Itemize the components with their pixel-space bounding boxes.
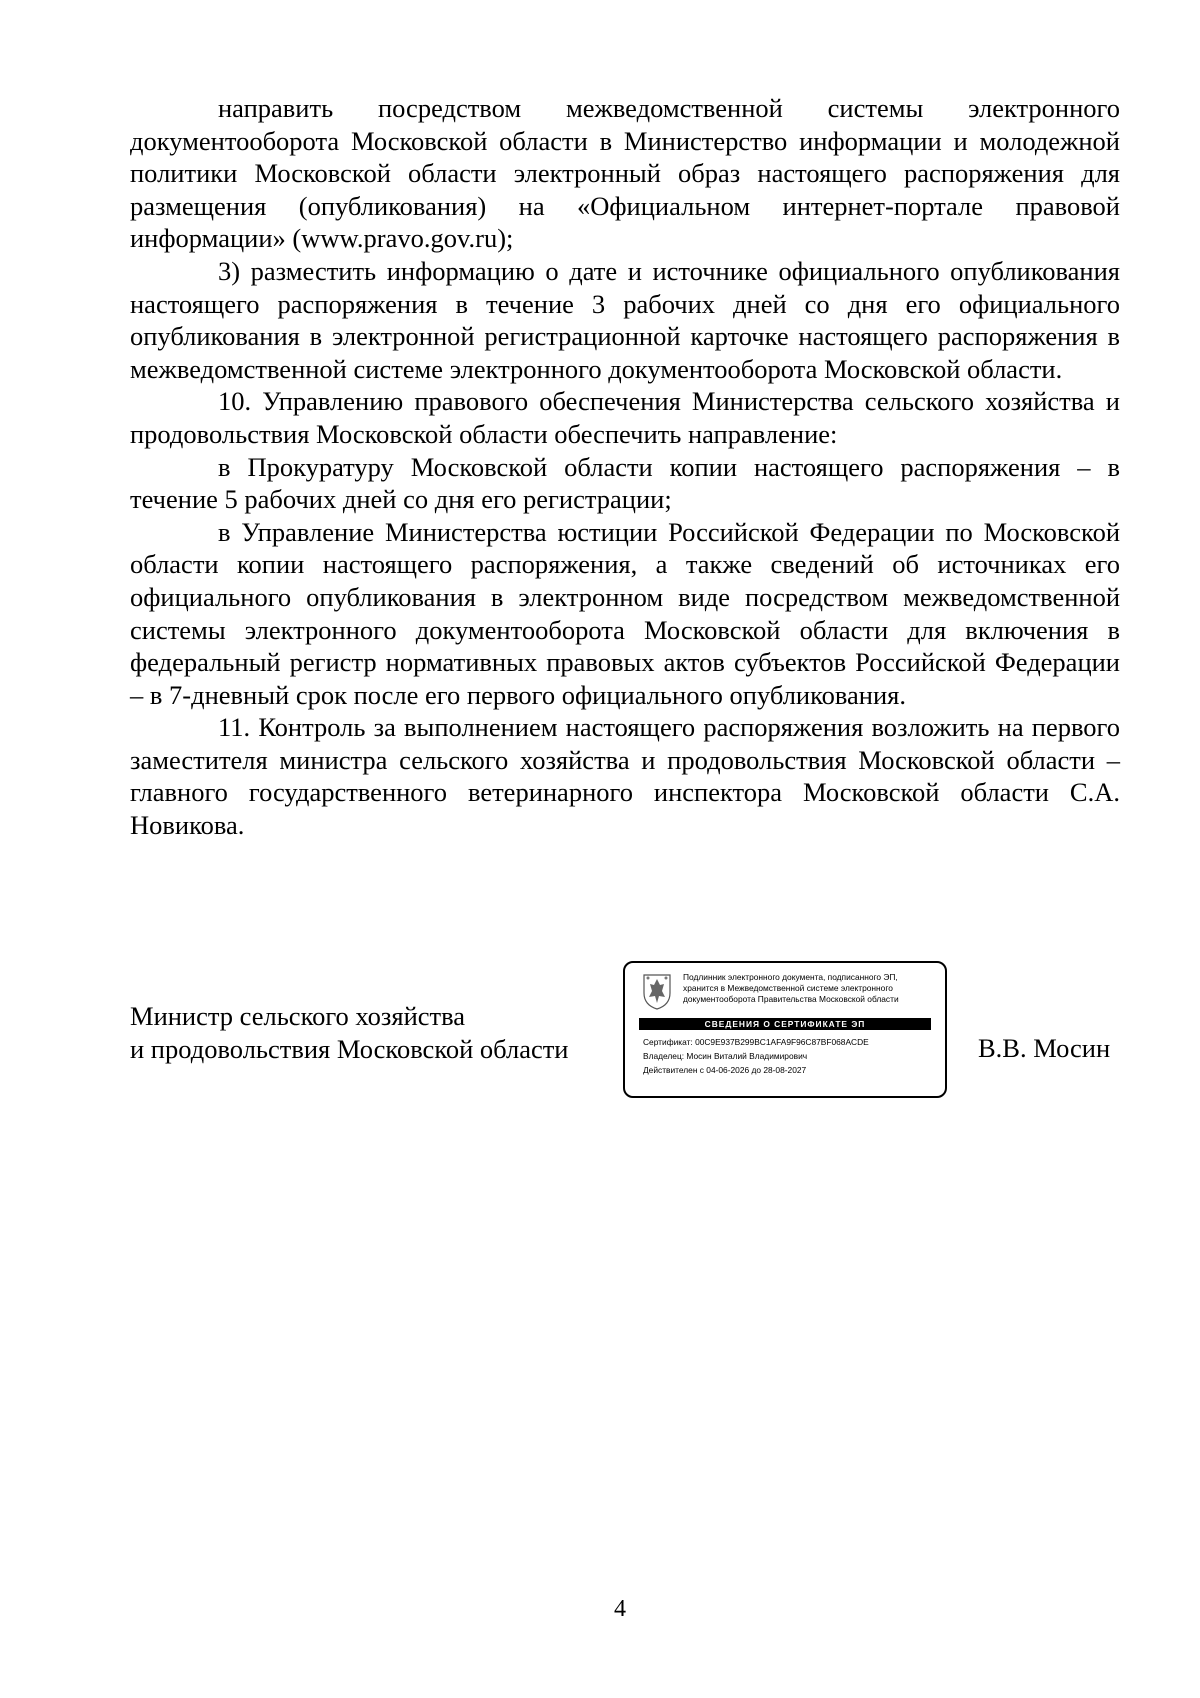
certificate-info-bar: СВЕДЕНИЯ О СЕРТИФИКАТЕ ЭП: [639, 1018, 931, 1030]
signatory-position-line1: Министр сельского хозяйства: [130, 1001, 466, 1031]
signatory-position: [130, 1000, 569, 1065]
electronic-signature-stamp: [623, 961, 947, 1098]
stamp-header-line2: хранится в Межведомственной системе электронного: [683, 983, 893, 993]
document-body: [130, 92, 1120, 842]
signatory-position-line2: и продовольствия Московской области: [130, 1033, 569, 1064]
certificate-validity: Действителен с 04-06-2026 до 28-08-2027: [643, 1065, 807, 1075]
paragraph-justice-ministry: в Управление Министерства юстиции Российской Федерации по Московской области копии настоящего распоряжения, а также сведений об источниках его официального опубликования в электронном виде посредством межведомственной системы электронного документооборота Московской области для включения в федеральный регистр нормативных правовых актов субъектов Российской Федерации – в 7-дневный срок после его первого официального опубликования.: [130, 516, 1120, 710]
page-number: 4: [614, 1596, 626, 1622]
paragraph-prosecutor: в Прокуратуру Московской области копии настоящего распоряжения – в течение 5 рабочих дней со дня его регистрации;: [130, 451, 1120, 515]
paragraph-item-3: 3) разместить информацию о дате и источнике официального опубликования настоящего распоряжения в течение 3 рабочих дней со дня его официального опубликования в электронной регистрационной карточке настоящего распоряжения в межведомственной системе электронного документооборота Московской области.: [130, 255, 1120, 384]
coat-of-arms-icon: [640, 971, 674, 1011]
certificate-number: Сертификат: 00C9E937B299BC1AFA9F96C87BF068ACDE: [643, 1037, 869, 1047]
signatory-name: В.В. Мосин: [978, 1033, 1111, 1063]
stamp-header-line3: документооборота Правительства Московской области: [683, 994, 899, 1004]
certificate-details: [643, 1035, 943, 1077]
paragraph-publication: направить посредством межведомственной системы электронного документооборота Московской области в Министерство информации и молодежной политики Московской области электронный образ настоящего распоряжения для размещения (опубликования) на «Официальном интернет-портале правовой информации» (www.pravo.gov.ru);: [130, 93, 1120, 254]
stamp-header: [683, 972, 945, 1005]
paragraph-item-11: 11. Контроль за выполнением настоящего распоряжения возложить на первого заместителя министра сельского хозяйства и продовольствия Московской области – главного государственного ветеринарного инспектора Московской области С.А. Новикова.: [130, 712, 1120, 841]
paragraph-item-10: 10. Управлению правового обеспечения Министерства сельского хозяйства и продовольствия Московской области обеспечить направление:: [130, 386, 1120, 449]
certificate-owner: Владелец: Мосин Виталий Владимирович: [643, 1051, 808, 1061]
stamp-header-line1: Подлинник электронного документа, подписанного ЭП,: [683, 972, 898, 982]
